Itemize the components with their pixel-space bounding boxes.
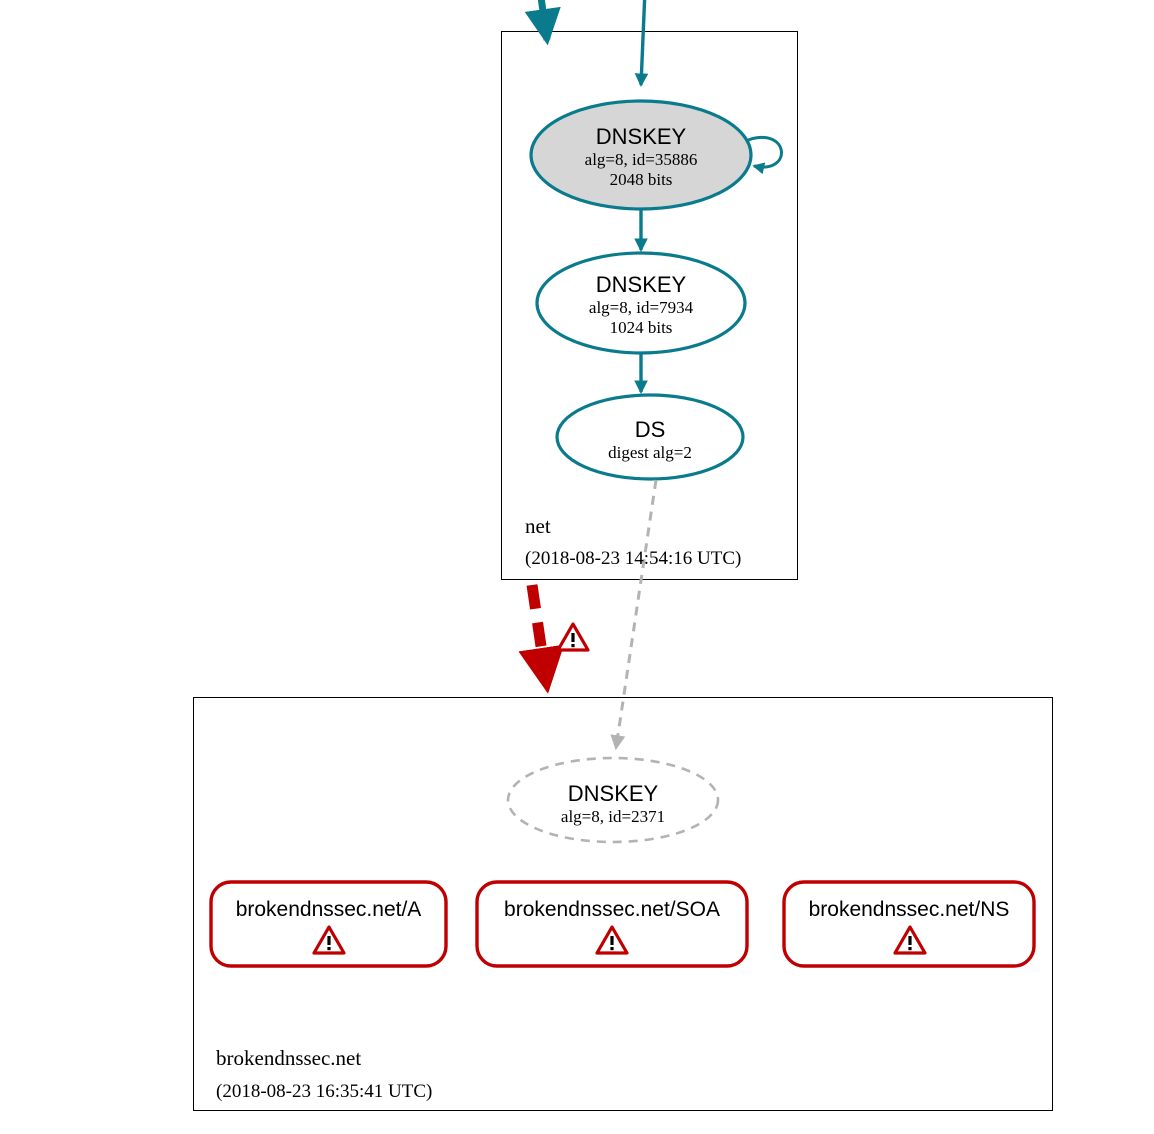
rrset-label-soa: brokendnssec.net/SOA bbox=[504, 898, 720, 921]
warning-icon-rrset-a bbox=[312, 925, 346, 956]
edge-ds-to-child-dnskey bbox=[616, 480, 656, 748]
node-child-dnskey-2371 bbox=[508, 758, 718, 842]
node-net-dnskey-7934 bbox=[537, 253, 745, 353]
zone-timestamp-net: (2018-08-23 14:54:16 UTC) bbox=[525, 548, 742, 569]
node-title: DNSKEY bbox=[567, 781, 659, 806]
rrset-label-ns: brokendnssec.net/NS bbox=[808, 898, 1010, 921]
node-title: DNSKEY bbox=[595, 272, 687, 297]
node-subtitle-alg-id: alg=8, id=35886 bbox=[584, 149, 698, 169]
warning-icon-rrset-soa bbox=[595, 925, 629, 956]
node-title: DNSKEY bbox=[595, 124, 687, 149]
edge-external-to-net-ksk-left bbox=[540, 0, 547, 40]
node-subtitle-keysize: 2048 bits bbox=[609, 170, 673, 190]
edge-external-to-net-ksk-right bbox=[641, 0, 645, 85]
warning-icon-rrset-ns bbox=[893, 925, 927, 956]
node-net-dnskey-35886 bbox=[531, 101, 751, 209]
node-subtitle-digest-alg: digest alg=2 bbox=[608, 442, 692, 462]
edge-net-zone-to-child-zone-bogus bbox=[532, 585, 546, 680]
edge-net-ksk-self-loop bbox=[748, 137, 781, 167]
node-net-ds bbox=[557, 395, 743, 479]
zone-timestamp-brokendnssec-net: (2018-08-23 16:35:41 UTC) bbox=[216, 1081, 433, 1102]
node-subtitle-alg-id: alg=8, id=2371 bbox=[560, 806, 666, 826]
rrset-label-a: brokendnssec.net/A bbox=[235, 898, 422, 921]
node-title: DS bbox=[634, 417, 666, 442]
zone-label-net: net bbox=[525, 514, 551, 538]
node-subtitle-keysize: 1024 bits bbox=[609, 318, 673, 338]
node-subtitle-alg-id: alg=8, id=7934 bbox=[588, 297, 694, 317]
warning-icon-edge-bogus bbox=[556, 622, 590, 653]
zone-label-brokendnssec-net: brokendnssec.net bbox=[216, 1046, 362, 1070]
